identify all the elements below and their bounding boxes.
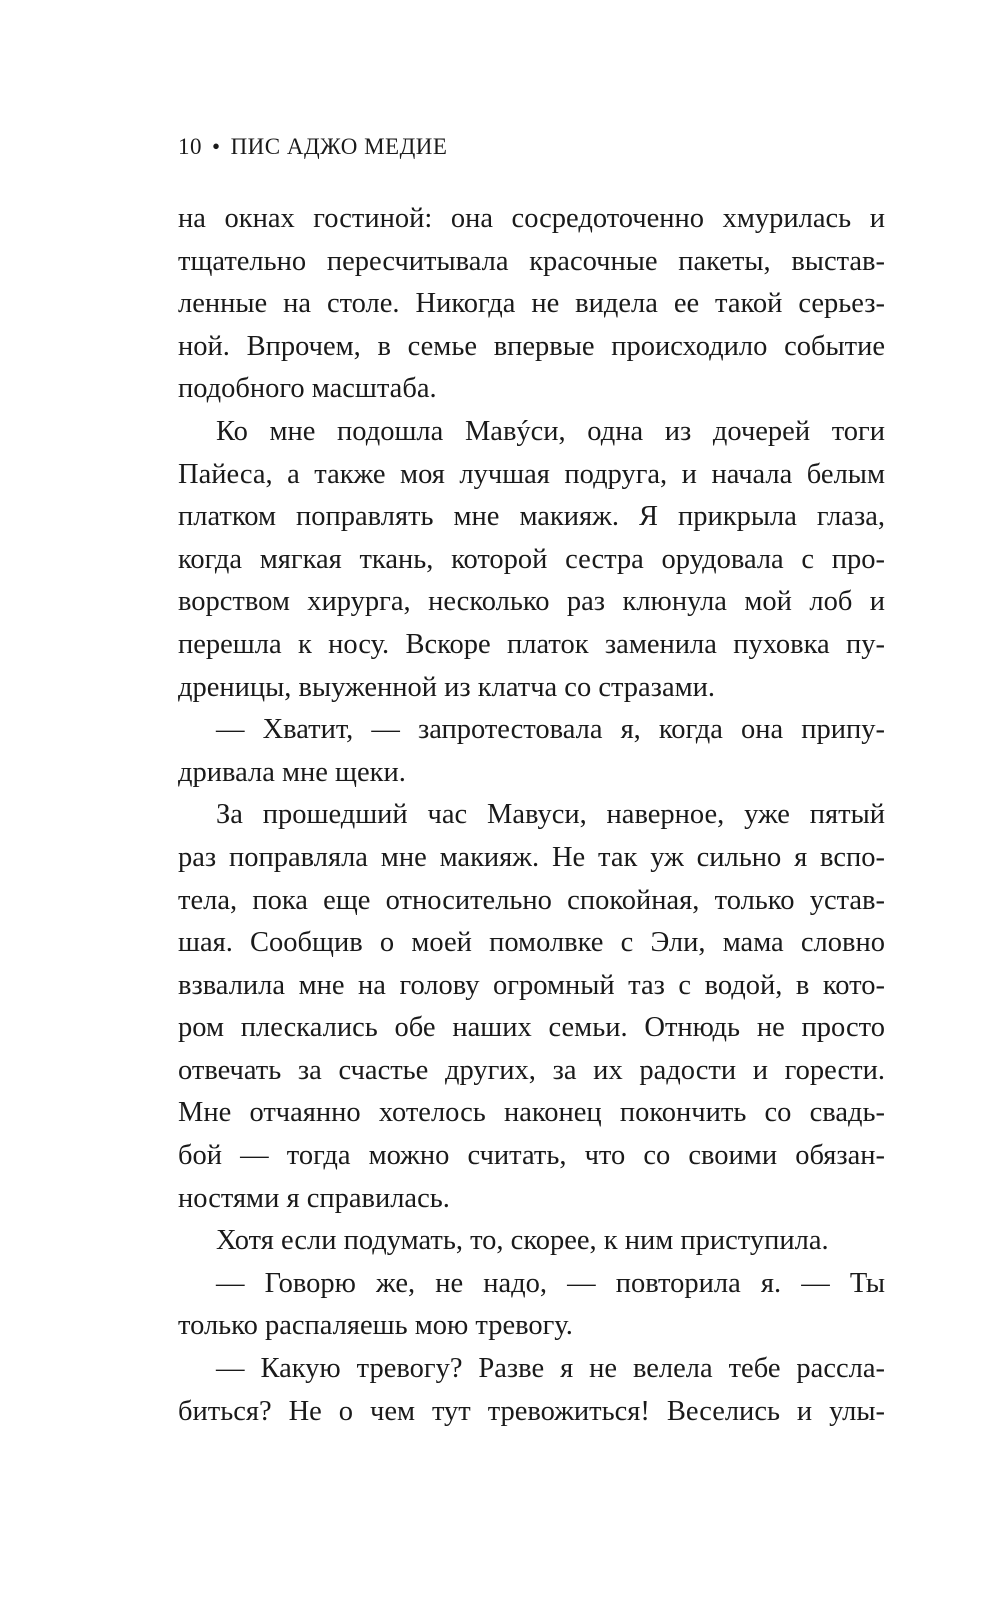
text-line: когда мягкая ткань, которой сестра орудовала с про-: [178, 543, 885, 575]
text-line: Ко мне подошла Мавýси, одна из дочерей тоги: [216, 415, 885, 447]
text-line: — Какую тревогу? Разве я не велела тебе рассла-: [216, 1353, 885, 1385]
text-line: дреницы, выуженной из клатча со стразами.: [178, 671, 716, 703]
text-line: За прошедший час Мавуси, наверное, уже пятый: [216, 799, 885, 831]
text-line: Мне отчаянно хотелось наконец покончить со свадь-: [178, 1097, 885, 1129]
running-header: [178, 134, 447, 160]
text-line: — Хватит, — запротестовала я, когда она припу-: [216, 714, 885, 746]
text-line: платком поправлять мне макияж. Я прикрыла глаза,: [178, 501, 885, 533]
page-number: 10: [178, 134, 202, 159]
text-line: дривала мне щеки.: [178, 756, 406, 788]
text-line: бой — тогда можно считать, что со своими обязан-: [178, 1140, 885, 1172]
text-line: только распаляешь мою тревогу.: [178, 1310, 573, 1342]
text-line: шая. Сообщив о моей помолвке с Эли, мама словно: [178, 927, 885, 959]
text-line: ностями я справилась.: [178, 1182, 450, 1214]
text-line: тщательно пересчитывала красочные пакеты, выстав-: [178, 245, 885, 277]
text-line: раз поправляла мне макияж. Не так уж сильно я вспо-: [178, 841, 885, 873]
text-line: отвечать за счастье других, за их радости и горести.: [178, 1054, 885, 1086]
header-separator: •: [212, 134, 221, 159]
text-line: на окнах гостиной: она сосредоточенно хмурилась и: [178, 203, 885, 234]
text-line: тела, пока еще относительно спокойная, только устав-: [178, 884, 885, 916]
text-line: ной. Впрочем, в семье впервые происходило событие: [178, 330, 885, 362]
text-line: перешла к носу. Вскоре платок заменила пуховка пу-: [178, 628, 885, 660]
text-line: ворством хирурга, несколько раз клюнула мой лоб и: [178, 586, 885, 618]
text-line: Пайеса, а также моя лучшая подруга, и начала белым: [178, 458, 885, 490]
text-line: Хотя если подумать, то, скорее, к ним приступила.: [216, 1225, 829, 1257]
text-line: подобного масштаба.: [178, 373, 437, 405]
text-line: взвалила мне на голову огромный таз с водой, в кото-: [178, 969, 885, 1001]
body-text: [178, 198, 885, 1433]
text-line: ленные на столе. Никогда не видела ее такой серьез-: [178, 288, 885, 320]
text-line: биться? Не о чем тут тревожиться! Веселись и улы-: [178, 1395, 885, 1427]
book-title: ПИС АДЖО МЕДИЕ: [230, 134, 448, 159]
text-line: — Говорю же, не надо, — повторила я. — Ты: [216, 1267, 885, 1299]
text-line: ром плескались обе наших семьи. Отнюдь не просто: [178, 1012, 885, 1044]
